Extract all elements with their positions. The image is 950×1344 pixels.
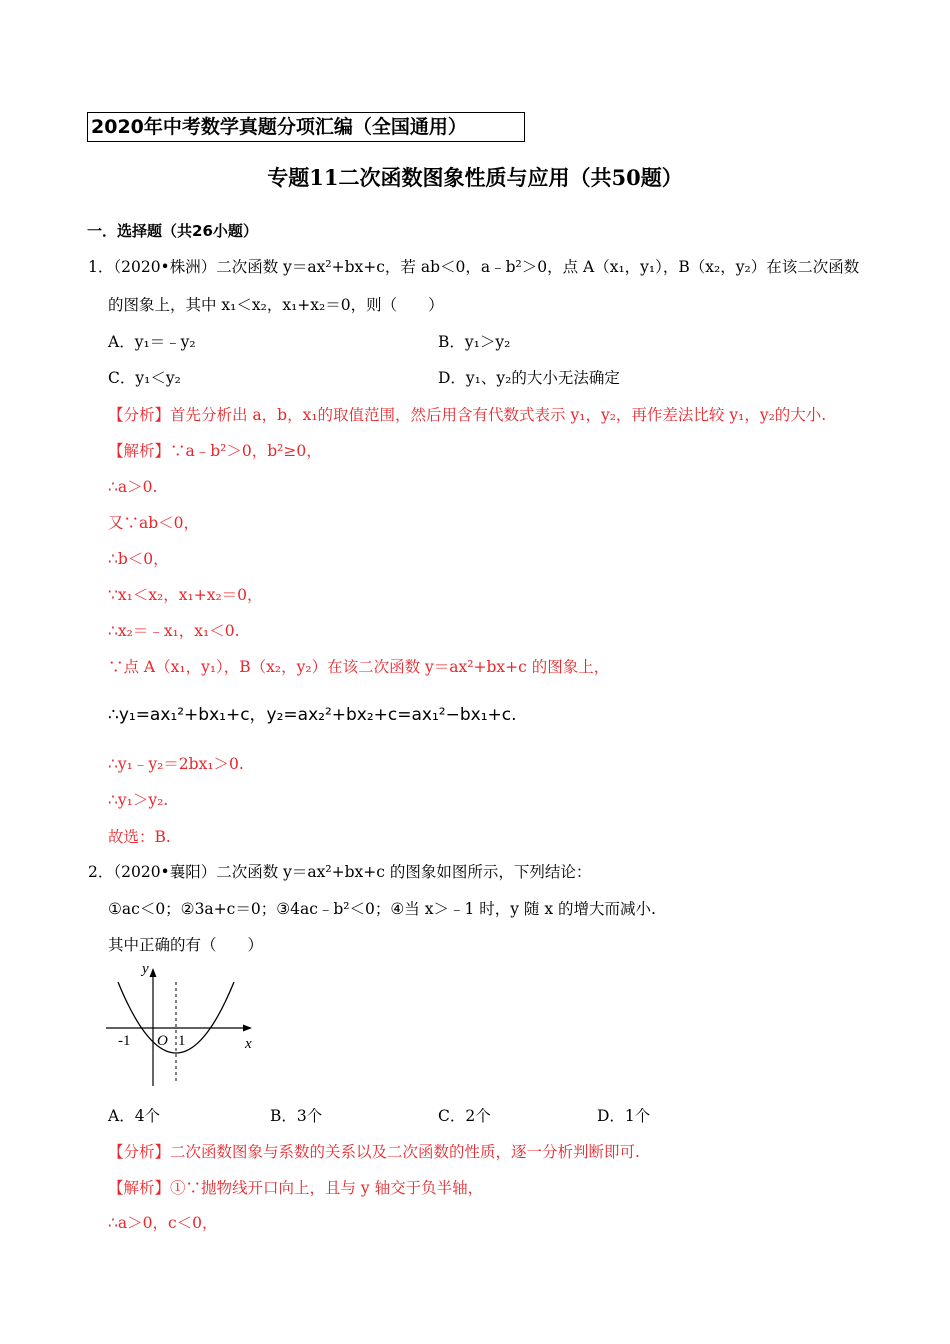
q1-solution-formula: ∴y₁=ax₁²+bx₁+c，y₂=ax₂²+bx₂+c=ax₁²−bx₁+c. bbox=[108, 705, 517, 725]
q1-option-c: C．y₁＜y₂ bbox=[108, 369, 181, 387]
q2-option-c: C．2个 bbox=[438, 1107, 491, 1125]
q1-solution-line: 【解析】∵a﹣b²＞0，b²≥0， bbox=[108, 442, 322, 460]
q1-solution-line: ∴a＞0. bbox=[108, 478, 158, 496]
q1-solution-line: ∴x₂＝﹣x₁，x₁＜0. bbox=[108, 622, 240, 640]
q2-option-a: A．4个 bbox=[108, 1107, 161, 1125]
q1-solution-line: ∴y₁＞y₂. bbox=[108, 791, 169, 809]
q1-stem-line1: 1．（2020•株洲）二次函数 y＝ax²+bx+c，若 ab＜0，a﹣b²＞0，点 A（x₁，y₁），B（x₂，y₂）在该二次函数 bbox=[88, 258, 860, 276]
q2-option-d: D．1个 bbox=[597, 1107, 651, 1125]
q1-stem-line2: 的图象上，其中 x₁＜x₂，x₁+x₂＝0，则（ ） bbox=[108, 296, 444, 314]
y-axis-label: y bbox=[142, 961, 149, 977]
q2-solution-line: 【解析】①∵抛物线开口向上，且与 y 轴交于负半轴， bbox=[108, 1179, 484, 1197]
q2-stem-line3: 其中正确的有（ ） bbox=[108, 936, 264, 954]
minus-one-label: -1 bbox=[118, 1033, 131, 1049]
q2-stem-line1: 2．（2020•襄阳）二次函数 y＝ax²+bx+c 的图象如图所示，下列结论： bbox=[88, 863, 592, 881]
q2-solution-line: ∴a＞0，c＜0， bbox=[108, 1214, 218, 1232]
subject-title: 专题11二次函数图象性质与应用（共50题） bbox=[267, 165, 683, 190]
x-axis-label: x bbox=[245, 1036, 252, 1052]
q2-option-b: B．3个 bbox=[270, 1107, 323, 1125]
origin-label: O bbox=[157, 1033, 168, 1049]
series-title: 2020年中考数学真题分项汇编（全国通用） bbox=[87, 112, 525, 142]
one-label: 1 bbox=[178, 1033, 186, 1049]
q1-analysis: 【分析】首先分析出 a，b，x₁的取值范围，然后用含有代数式表示 y₁，y₂，再作差法比较 y₁，y₂的大小. bbox=[108, 406, 827, 424]
q1-option-d: D．y₁、y₂的大小无法确定 bbox=[438, 369, 620, 387]
q2-analysis: 【分析】二次函数图象与系数的关系以及二次函数的性质，逐一分析判断即可. bbox=[108, 1143, 640, 1161]
section-title: 一．选择题（共26小题） bbox=[87, 222, 258, 240]
parabola-graph bbox=[100, 960, 260, 1090]
q2-stem-line2: ①ac＜0；②3a+c＝0；③4ac﹣b²＜0；④当 x＞﹣1 时，y 随 x 的增大而减小. bbox=[108, 900, 656, 918]
y-axis-arrow bbox=[150, 968, 157, 977]
q1-solution-line: 又∵ab＜0， bbox=[108, 514, 200, 532]
x-axis-arrow bbox=[243, 1025, 252, 1032]
q1-solution-answer: 故选：B. bbox=[108, 828, 171, 846]
q1-solution-line: ∵x₁＜x₂，x₁+x₂＝0， bbox=[108, 586, 263, 604]
q1-solution-line: ∴y₁﹣y₂＝2bx₁＞0. bbox=[108, 755, 244, 773]
q1-option-b: B．y₁＞y₂ bbox=[438, 333, 511, 351]
q1-solution-line: ∴b＜0， bbox=[108, 550, 169, 568]
q1-solution-line: ∵点 A（x₁，y₁），B（x₂，y₂）在该二次函数 y＝ax²+bx+c 的图象上， bbox=[108, 658, 610, 676]
q1-option-a: A．y₁＝﹣y₂ bbox=[108, 333, 196, 351]
